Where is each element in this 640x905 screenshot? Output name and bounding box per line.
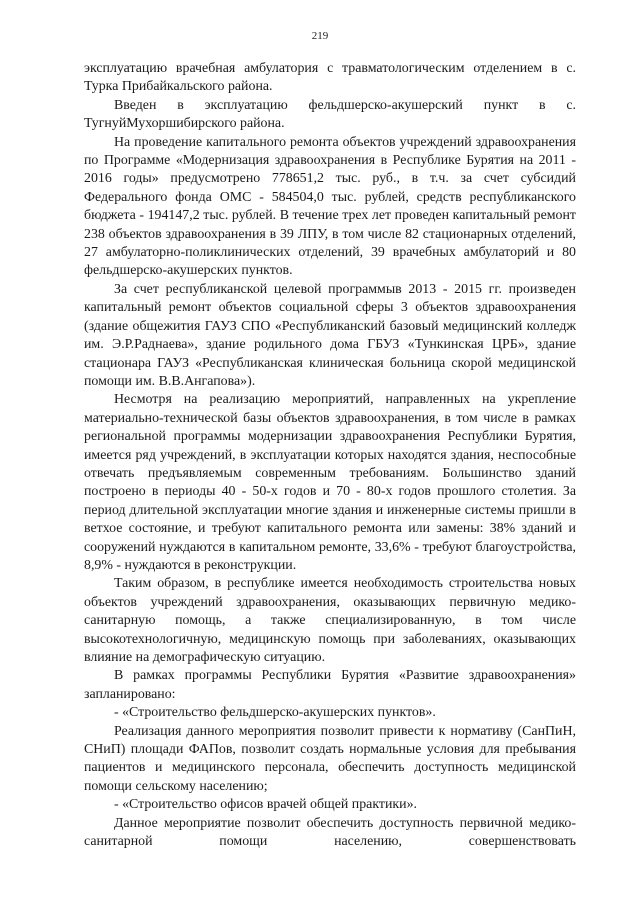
- paragraph-6: Таким образом, в республике имеется необходимость строительства новых объектов учреждений здравоохранения, оказывающих первичную медико-санитарную помощь, а также специализированную, в том числе высокотехнологичную, медицинскую помощь при заболеваниях, оказывающих влияние на демографическую ситуацию.: [84, 576, 576, 665]
- page-number: 219: [311, 30, 329, 42]
- paragraph-10: - «Строительство офисов врачей общей практики».: [114, 797, 417, 813]
- paragraph-8: - «Строительство фельдшерско-акушерских пунктов».: [114, 705, 436, 721]
- paragraph-5: Несмотря на реализацию мероприятий, направленных на укрепление материально-технической базы объектов здравоохранения, в том числе в рамках региональной программы модернизации здравоохранения Республики Бурятия, имеется ряд учреждений, в эксплуатации которых находятся здания, неспособные отвечать предъявляемым современным требованиям. Большинство зданий построено в периоды 40 - 50-х годов и 70 - 80-х годов прошлого столетия. За период длительной эксплуатации многие здания и инженерные системы пришли в ветхое состояние, и требуют капитального ремонта или замены: 38% зданий и сооружений нуждаются в капитальном ремонте, 33,6% - требуют благоустройства, 8,9% - нуждаются в реконструкции.: [84, 392, 576, 573]
- paragraph-9: Реализация данного мероприятия позволит привести к нормативу (СанПиН, СНиП) площади ФАПов, позволит создать нормальные условия для пребывания пациентов и медицинского персонала, обеспечить доступность медицинской помощи сельскому населению;: [84, 723, 576, 794]
- paragraph-3: На проведение капитального ремонта объектов учреждений здравоохранения по Программе «Модернизация здравоохранения в Республике Бурятия на 2011 - 2016 годы» предусмотрено 778651,2 тыс. руб., в т.ч. за счет субсидий Федерального фонда ОМС - 584504,0 тыс. рублей, средств республиканского бюджета - 194147,2 тыс. рублей. В течение трех лет проведен капитальный ремонт 238 объектов здравоохранения в 39 ЛПУ, в том числе 82 стационарных отделений, 27 амбулаторно-поликлинических отделений, 39 врачебных амбулаторий и 80 фельдшерско-акушерских пунктов.: [84, 134, 576, 279]
- paragraph-4: За счет республиканской целевой программыв 2013 - 2015 гг. произведен капитальный ремонт объектов социальной сферы 3 объектов здравоохранения (здание общежития ГАУЗ СПО «Республиканский базовый медицинский колледж им. Э.Р.Раднаева», здание родильного дома ГБУЗ «Тункинская ЦРБ», здание стационара ГАУЗ «Республиканская клиническая больница скорой медицинской помощи им. В.В.Ангапова»).: [84, 281, 576, 389]
- body-text: [84, 60, 576, 851]
- paragraph-7: В рамках программы Республики Бурятия «Развитие здравоохранения» запланировано:: [84, 668, 576, 702]
- paragraph-2: Введен в эксплуатацию фельдшерско-акушерский пункт в с. ТугнуйМухоршибирского района.: [84, 97, 576, 132]
- paragraph-11: Данное мероприятие позволит обеспечить доступность первичной медико-санитарной помощи населению, совершенствовать: [84, 815, 576, 850]
- paragraph-1: эксплуатацию врачебная амбулатория с травматологическим отделением в с. Турка Прибайкальского района.: [84, 61, 576, 95]
